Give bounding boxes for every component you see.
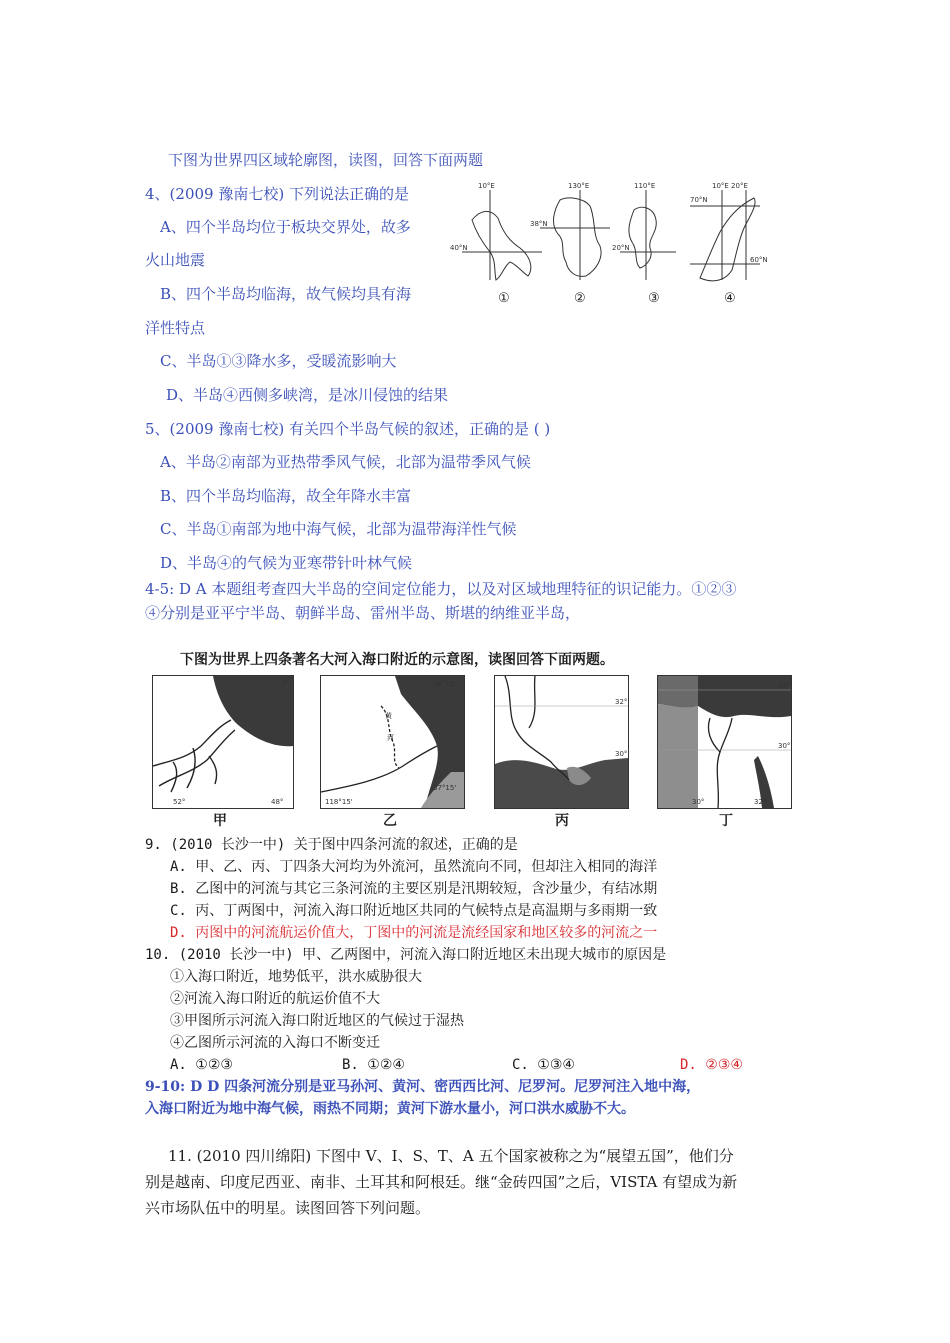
map4-tick-lat-south: 60°N: [750, 256, 768, 264]
q4-option-a-line1: A、四个半岛均位于板块交界处，故多: [160, 218, 411, 236]
figure1-label-2: ②: [574, 291, 586, 306]
map-yi-river-label-2: 河: [387, 734, 394, 742]
map-yi-tick-north: 38°15': [433, 680, 457, 688]
q11-line2: 别是越南、印度尼西亚、南非、土耳其和阿根廷。继“金砖四国”之后，VISTA 有望成为新: [145, 1173, 738, 1191]
map3-tick-lat: 20°N: [612, 244, 630, 252]
map1-tick-lat: 40°N: [450, 244, 468, 252]
q4-option-a-line2: 火山地震: [145, 251, 206, 269]
map-ding-tick-lon-west: 30°: [692, 798, 705, 806]
q10-statement-3: ③甲图所示河流入海口附近地区的气候过于湿热: [170, 1013, 464, 1029]
map2-tick-lat: 38°N: [530, 220, 548, 228]
map-jia-tick-lat: 2°: [281, 680, 289, 688]
q10-statement-2: ②河流入海口附近的航运价值不大: [170, 991, 380, 1007]
q4-stem: 4、(2009 豫南七校) 下列说法正确的是: [145, 185, 409, 203]
map-jia-tick-lon-west: 52°: [173, 798, 186, 806]
figure1-label-4: ④: [724, 291, 736, 306]
map-ding-tick-lon-east: 32°: [754, 798, 767, 806]
q11-line1: 11. (2010 四川绵阳) 下图中 V、I、S、T、A 五个国家被称之为“展望五国”，他们分: [168, 1147, 734, 1165]
section1-intro: 下图为世界四区域轮廓图，读图，回答下面两题: [168, 151, 484, 169]
q9-stem: 9. (2010 长沙一中) 关于图中四条河流的叙述，正确的是: [145, 837, 518, 853]
map-ding-tick-lat-south: 30°: [778, 742, 791, 750]
map-yi-tick-lon: 118°15': [325, 798, 353, 806]
answer-4-5-line2: ④分别是亚平宁半岛、朝鲜半岛、雷州半岛、斯堪的纳维亚半岛，: [145, 604, 581, 622]
map-ding: [657, 675, 792, 809]
q5-stem: 5、(2009 豫南七校) 有关四个半岛气候的叙述，正确的是 ( ): [145, 420, 551, 438]
map4-tick-lon: 10°E 20°E: [712, 182, 748, 190]
map-bing-tick-south: 30°: [615, 750, 628, 758]
q4-option-d: D、半岛④西侧多峡湾，是冰川侵蚀的结果: [166, 386, 449, 404]
q10-statement-1: ①入海口附近，地势低平，洪水威胁很大: [170, 969, 422, 985]
map-jia-tick-lon-east: 48°: [271, 798, 284, 806]
q5-option-a: A、半岛②南部为亚热带季风气候，北部为温带季风气候: [160, 453, 531, 471]
q5-option-b: B、四个半岛均临海，故全年降水丰富: [160, 487, 412, 505]
figure1-label-1: ①: [498, 291, 510, 306]
q5-option-d: D、半岛④的气候为亚寒带针叶林气候: [160, 554, 413, 572]
q10-option-a: A. ①②③: [170, 1057, 233, 1073]
q9-option-b: B. 乙图中的河流与其它三条河流的主要区别是汛期较短，含沙量少，有结冰期: [170, 881, 658, 897]
section2-intro: 下图为世界上四条著名大河入海口附近的示意图，读图回答下面两题。: [180, 652, 614, 668]
map-ding-caption: 丁: [719, 813, 733, 829]
answer-4-5-line1: 4-5: D A 本题组考查四大半岛的空间定位能力，以及对区域地理特征的识记能力。①②③: [145, 580, 737, 598]
peninsula-outline-figure: [450, 180, 780, 315]
q4-option-c: C、半岛①③降水多，受暖流影响大: [160, 352, 397, 370]
map-yi-caption: 乙: [383, 813, 397, 829]
map-ding-tick-lat-north: 32°: [778, 682, 791, 690]
q5-option-c: C、半岛①南部为地中海气候，北部为温带海洋性气候: [160, 520, 517, 538]
map-yi: [320, 675, 465, 809]
answer-9-10-line1: 9-10: D D 四条河流分别是亚马孙河、黄河、密西西比河、尼罗河。尼罗河注入地中海，: [145, 1079, 701, 1095]
q9-option-a: A. 甲、乙、丙、丁四条大河均为外流河，虽然流向不同，但却注入相同的海洋: [170, 859, 658, 875]
q10-statement-4: ④乙图所示河流的入海口不断变迁: [170, 1035, 380, 1051]
q4-option-b-line2: 洋性特点: [145, 319, 206, 337]
map4-tick-lat-north: 70°N: [690, 196, 708, 204]
map-jia-caption: 甲: [213, 813, 227, 829]
q9-option-d-answer: D. 丙图中的河流航运价值大，丁图中的河流是流经国家和地区较多的河流之一: [170, 925, 658, 941]
q9-option-c: C. 丙、丁两图中，河流入海口附近地区共同的气候特点是高温期与多雨期一致: [170, 903, 658, 919]
map1-tick-lon: 10°E: [478, 182, 495, 190]
map-yi-river-label-1: 黄: [385, 712, 392, 720]
map3-tick-lon: 110°E: [634, 182, 656, 190]
map-bing: [494, 675, 629, 809]
map2-tick-lon: 130°E: [568, 182, 590, 190]
map-bing-caption: 丙: [555, 813, 569, 829]
q4-option-b-line1: B、四个半岛均临海，故气候均具有海: [160, 285, 412, 303]
q10-stem: 10. (2010 长沙一中) 甲、乙两图中，河流入海口附近地区未出现大城市的原因是: [145, 947, 667, 963]
q11-line3: 兴市场队伍中的明星。读图回答下列问题。: [145, 1199, 431, 1217]
q10-option-b: B. ①②④: [342, 1057, 405, 1073]
q10-option-c: C. ①③④: [512, 1057, 575, 1073]
map-jia: [152, 675, 294, 809]
map-bing-tick-north: 32°: [615, 698, 628, 706]
q10-option-d-answer: D. ②③④: [680, 1057, 743, 1073]
map-yi-tick-south: 37°15': [433, 784, 457, 792]
figure1-label-3: ③: [648, 291, 660, 306]
answer-9-10-line2: 入海口附近为地中海气候，雨热不同期；黄河下游水量小，河口洪水威胁不大。: [145, 1101, 635, 1117]
